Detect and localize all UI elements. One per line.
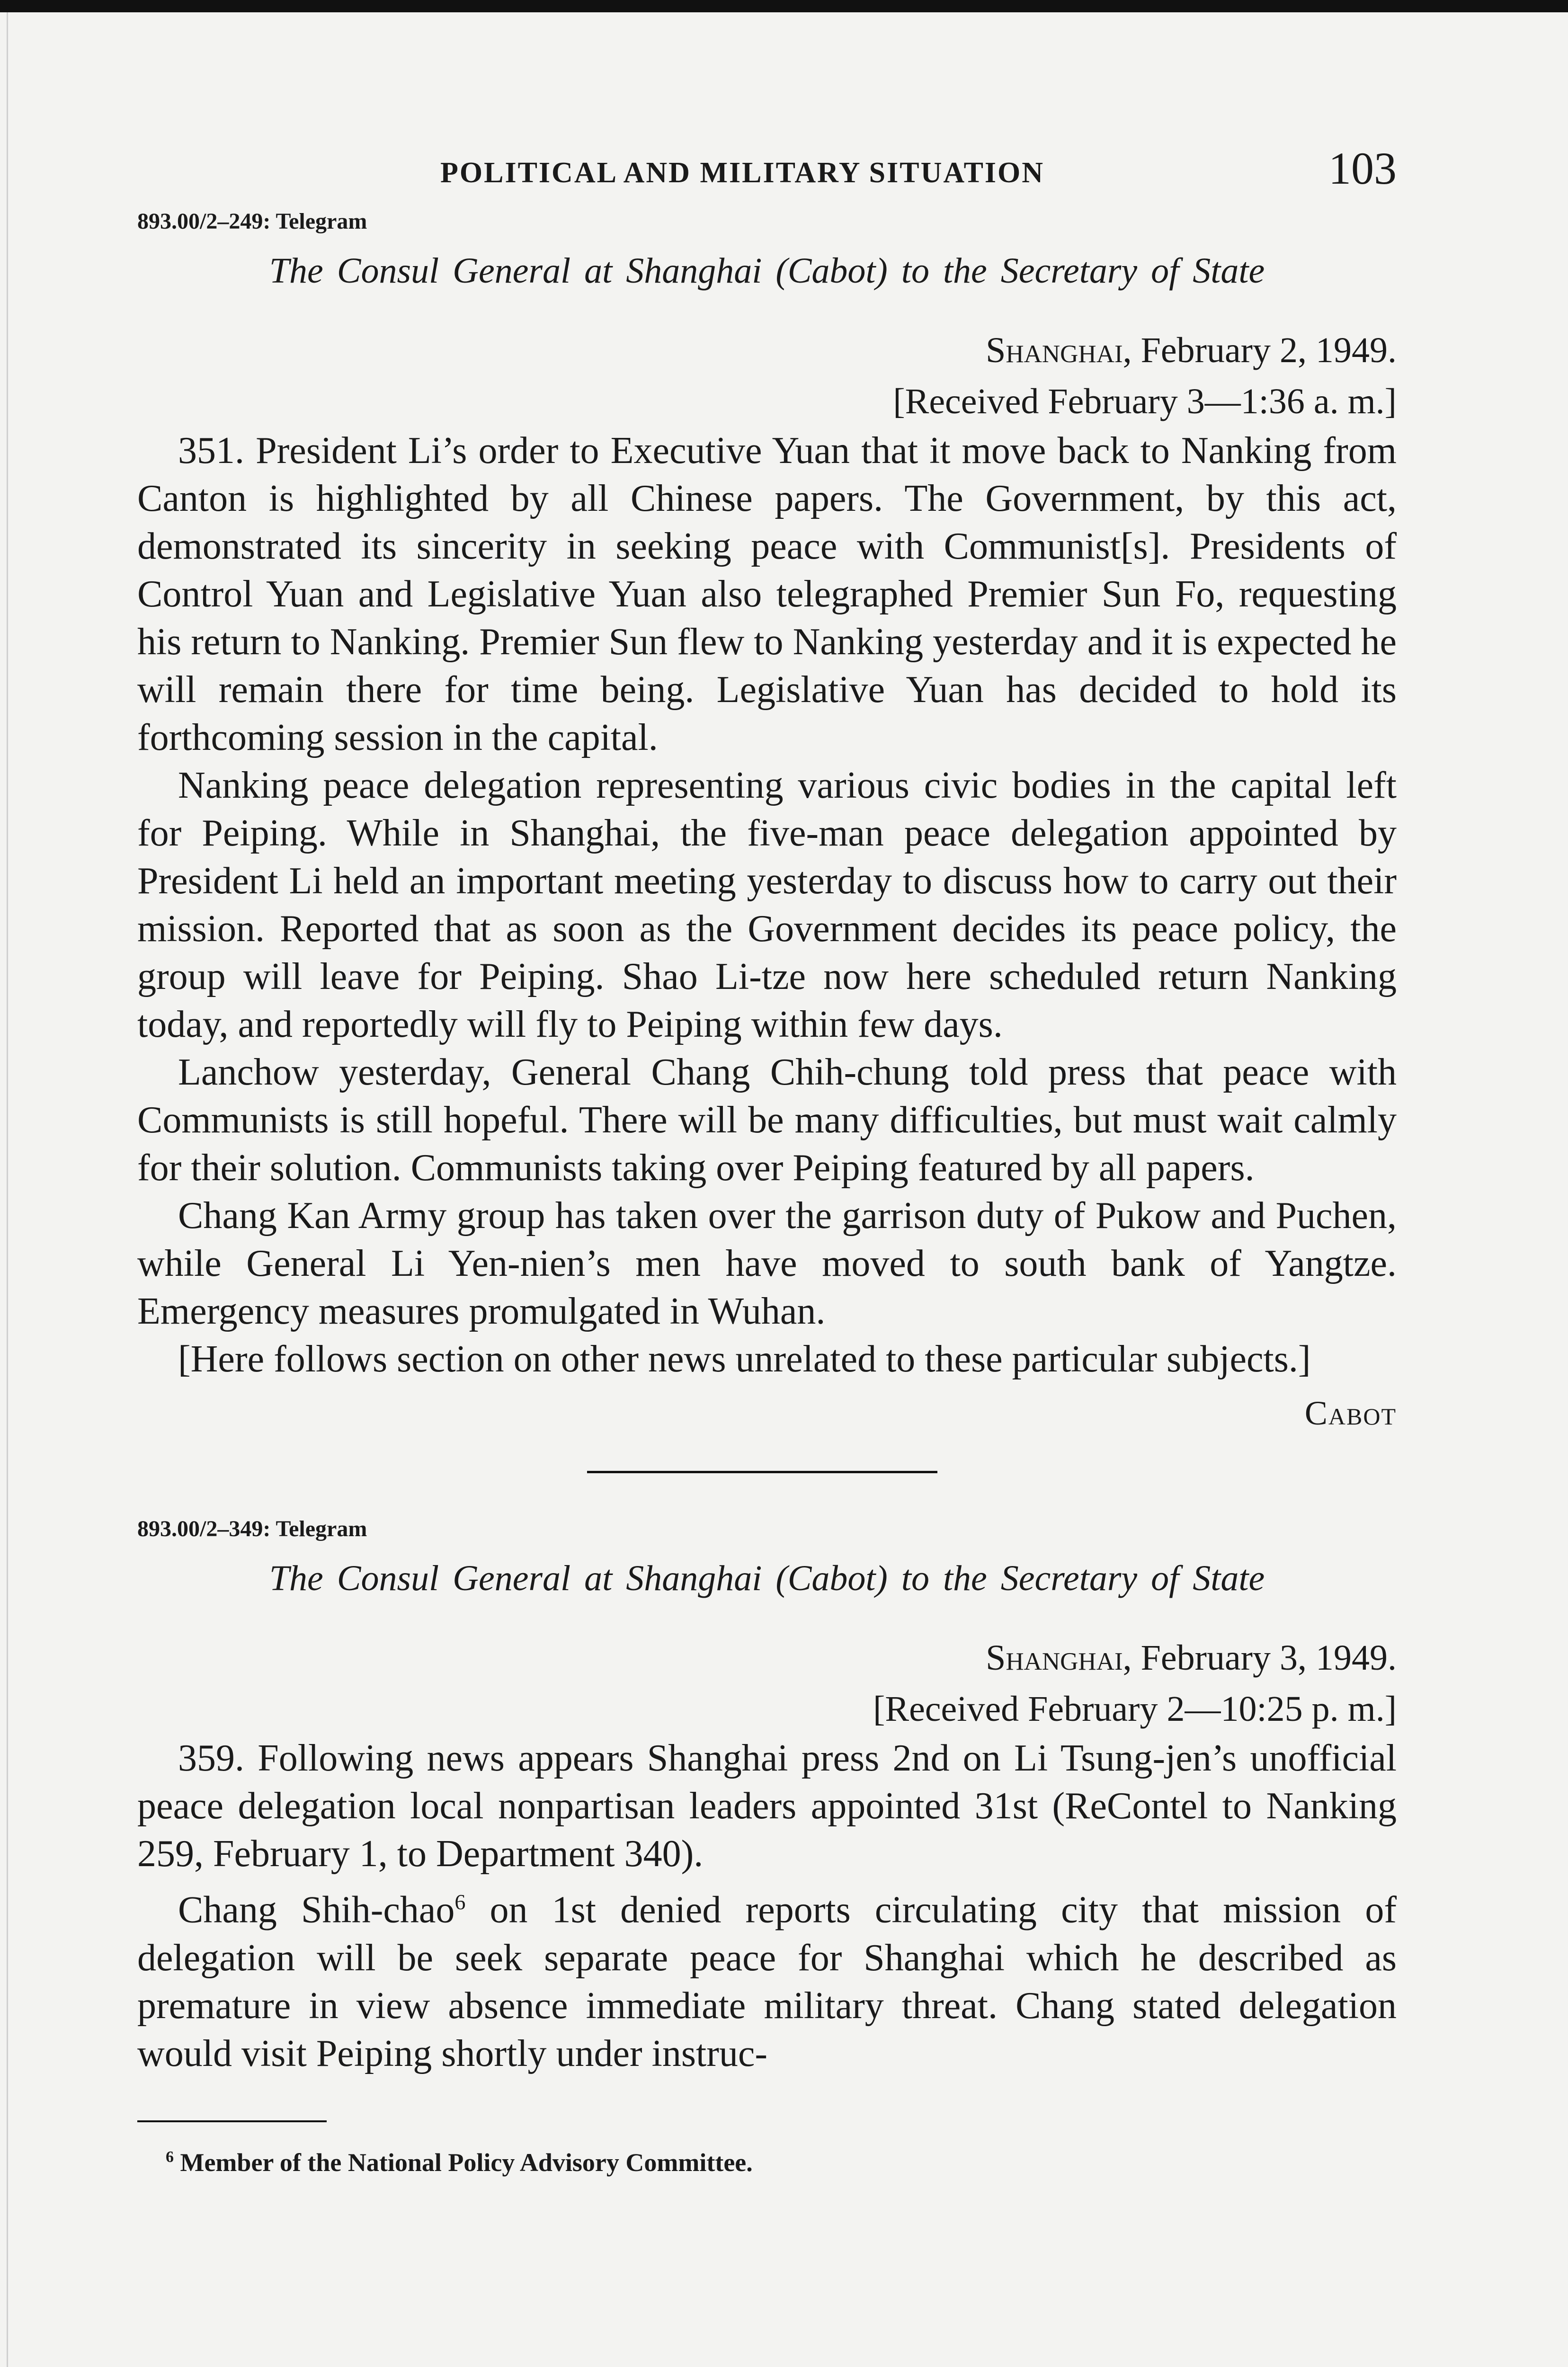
scan-left-edge [7,12,8,2367]
paragraph: 351. President Li’s order to Executive Yuan that it move back to Nanking from Canton is highlighted by all Chinese papers. The Government, by this act, demonstrated its sincerity in seeking peace with Communist[s]. Presidents of Control Yuan and Legislative Yuan also telegraphed Premier Sun Fo, requesting his return to Nanking. Premier Sun flew to Nanking yesterday and it is expected he will remain there for time being. Legislative Yuan has decided to hold its forthcoming session in the capital. [137,430,1397,758]
telegram-1 [137,208,1397,1433]
dateline-date: February 3, 1949. [1131,1638,1397,1678]
file-number-value: 893.00/2–249 [137,209,263,234]
document-body [137,1735,1397,2078]
paragraph: Lanchow yesterday, General Chang Chih-chung told press that peace with Communists is still hopeful. There will be many difficulties, but must wait calmly for their solution. Communists taking over Peiping featured by all papers. [137,1051,1397,1189]
received-line: [Received February 2—10:25 p. m.] [873,1689,1397,1729]
file-type: : Telegram [263,1516,367,1541]
paragraph-text: on 1st denied reports circulating city that mission of delegation will be seek separate peace for Shanghai which he described as premature in view absence immediate military threat. Chang stated delegation would visit Peiping shortly under instruc- [137,1889,1397,2074]
footnote-rule [137,2120,327,2122]
dateline [137,325,1397,427]
running-head [137,142,1397,194]
section-divider [587,1471,937,1473]
footnote [166,2148,1397,2177]
dateline [137,1632,1397,1735]
file-number-value: 893.00/2–349 [137,1516,263,1541]
scan-top-border [0,0,1568,12]
signature: Cabot [1304,1394,1397,1432]
file-number [137,208,1397,234]
footnote-marker: 6 [166,2148,174,2166]
received-line: [Received February 3—1:36 a. m.] [893,382,1397,421]
running-head-title: POLITICAL AND MILITARY SITUATION [440,157,1045,189]
file-type: : Telegram [263,209,367,234]
page-number: 103 [1328,143,1397,194]
dateline-city: Shanghai, [986,1638,1132,1678]
document-page [137,142,1397,2177]
footnote-reference: 6 [454,1890,466,1914]
document-body [137,427,1397,1383]
paragraph: Chang Kan Army group has taken over the garrison duty of Pukow and Puchen, while General Li Yen-nien’s men have moved to south bank of Yangtze. Emergency measures promulgated in Wuhan. [137,1195,1397,1332]
paragraph-text: Chang Shih-chao [178,1889,455,1931]
paragraph: Nanking peace delegation representing various civic bodies in the capital left for Peiping. While in Shanghai, the five-man peace delegation appointed by President Li held an important meeting yesterday to discuss how to carry out their mission. Reported that as soon as the Government decides its peace policy, the group will leave for Peiping. Shao Li-tze now here scheduled return Nanking today, and reportedly will fly to Peiping within few days. [137,765,1397,1045]
telegram-2 [137,1516,1397,2078]
dateline-date: February 2, 1949. [1131,330,1397,370]
paragraph: [Here follows section on other news unrelated to these particular subjects.] [178,1338,1311,1380]
footnote-text: Member of the National Policy Advisory Committee. [180,2148,753,2177]
paragraph [137,1878,1397,2078]
dateline-city: Shanghai, [986,330,1132,370]
document-heading: The Consul General at Shanghai (Cabot) to the Secretary of State [269,251,1265,291]
document-heading: The Consul General at Shanghai (Cabot) to the Secretary of State [269,1558,1265,1598]
paragraph: 359. Following news appears Shanghai press 2nd on Li Tsung-jen’s unofficial peace delegation local nonpartisan leaders appointed 31st (ReContel to Nanking 259, February 1, to Department 340). [137,1737,1397,1875]
file-number [137,1516,1397,1542]
